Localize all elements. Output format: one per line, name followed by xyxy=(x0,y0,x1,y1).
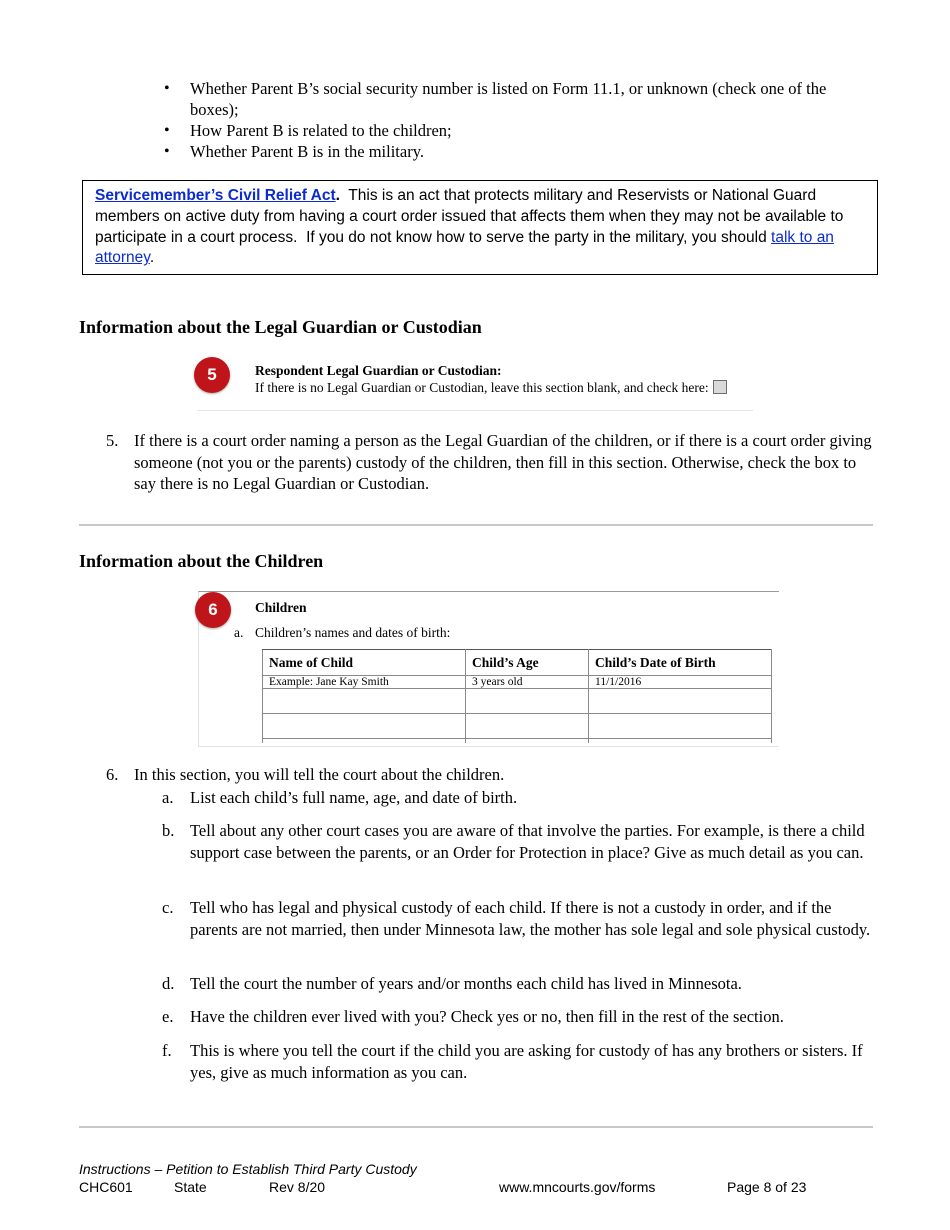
footer-form-code: CHC601 xyxy=(79,1179,133,1195)
table-row xyxy=(263,689,772,714)
subitem-f xyxy=(162,1040,875,1083)
table-row xyxy=(263,714,772,739)
table-cell[interactable] xyxy=(589,689,772,714)
callout-body: This is an act that protects military and Reservists or National Guard members on active duty from having a court order issued that affects them when they may not be available to participate in a court process. If you do not know how to serve the party in the military, you should xyxy=(95,187,848,246)
table-cell: Example: Jane Kay Smith xyxy=(263,676,466,689)
callout-title-period: . xyxy=(335,187,340,204)
subitem-text: Tell the court the number of years and/or months each child has lived in Minnesota. xyxy=(190,974,742,993)
subitem-letter: c. xyxy=(162,898,174,917)
column-header: Child’s Date of Birth xyxy=(589,650,772,676)
table-cell[interactable] xyxy=(466,689,589,714)
servicemember-callout xyxy=(82,180,878,275)
guardian-item xyxy=(106,430,874,495)
children-table xyxy=(262,649,772,743)
step-5-badge: 5 xyxy=(194,357,230,393)
footer-page-number: Page 8 of 23 xyxy=(727,1179,807,1195)
guardian-form-snippet xyxy=(197,354,753,411)
no-guardian-checkbox[interactable] xyxy=(713,380,727,394)
footer-website: www.mncourts.gov/forms xyxy=(499,1179,656,1195)
footer-state: State xyxy=(174,1179,207,1195)
table-header-row xyxy=(263,650,772,676)
subitem-e xyxy=(162,1006,875,1028)
column-header: Child’s Age xyxy=(466,650,589,676)
footer-title: Instructions – Petition to Establish Third Party Custody xyxy=(79,1161,417,1177)
column-header: Name of Child xyxy=(263,650,466,676)
children-item xyxy=(106,764,874,786)
table-cell[interactable] xyxy=(589,714,772,739)
talk-to-attorney-link[interactable]: talk to an attorney xyxy=(95,228,834,267)
children-form-sub: Children’s names and dates of birth: xyxy=(255,625,451,640)
parent-b-bullet-list xyxy=(190,78,870,162)
bullet-item: • Whether Parent B is in the military. xyxy=(190,141,870,162)
guardian-form-instruction: If there is no Legal Guardian or Custodian, leave this section blank, and check here: xyxy=(255,380,709,395)
table-cell: 11/1/2016 xyxy=(589,676,772,689)
subitem-text: Tell about any other court cases you are aware of that involve the parties. For example, is there a child support case between the parents, or an Order for Protection in place? Give as much detail as you can. xyxy=(190,821,865,862)
subitem-d xyxy=(162,973,875,995)
callout-end: . xyxy=(149,249,155,267)
guardian-section-heading: Information about the Legal Guardian or Custodian xyxy=(79,317,482,337)
subitem-text: This is where you tell the court if the child you are asking for custody of has any brothers or sisters. If yes, give as much information as you can. xyxy=(190,1041,863,1082)
table-cell xyxy=(589,739,772,744)
subitem-letter: f. xyxy=(162,1041,172,1060)
subitem-text: Tell who has legal and physical custody of each child. If there is not a custody in order, and if the parents are not married, then under Minnesota law, the mother has sole legal and sole physical custody. xyxy=(190,898,871,939)
bullet-item: • How Parent B is related to the children; xyxy=(190,120,870,141)
children-item-text: In this section, you will tell the court about the children. xyxy=(134,765,505,784)
table-cell: 3 years old xyxy=(466,676,589,689)
step-6-badge: 6 xyxy=(195,592,231,628)
children-form-title: Children xyxy=(255,600,307,615)
table-row xyxy=(263,676,772,689)
table-cell xyxy=(466,739,589,744)
table-cell[interactable] xyxy=(263,714,466,739)
subitem-letter: d. xyxy=(162,974,175,993)
table-cell xyxy=(263,739,466,744)
bullet-item: • Whether Parent B’s social security number is listed on Form 11.1, or unknown (check one of the boxes); xyxy=(190,78,870,120)
table-cell[interactable] xyxy=(263,689,466,714)
guardian-item-text: If there is a court order naming a person as the Legal Guardian of the children, or if there is a court order giving someone (not you or the parents) custody of the children, then fill in this section. Otherwise, check the box to say there is no Legal Guardian or Custodian. xyxy=(134,431,872,493)
children-form-snippet xyxy=(198,591,779,747)
item-number: 5. xyxy=(106,431,119,450)
subitem-letter: b. xyxy=(162,821,175,840)
children-form-sub-letter: a. xyxy=(234,625,244,640)
subitem-c xyxy=(162,897,875,940)
subitem-text: List each child’s full name, age, and date of birth. xyxy=(190,788,518,807)
subitem-letter: e. xyxy=(162,1007,174,1026)
guardian-form-line xyxy=(255,380,727,396)
subitem-letter: a. xyxy=(162,788,174,807)
subitem-text: Have the children ever lived with you? Check yes or no, then fill in the rest of the section. xyxy=(190,1007,784,1026)
footer-divider xyxy=(79,1126,873,1128)
section-divider xyxy=(79,524,873,526)
table-cell[interactable] xyxy=(466,714,589,739)
footer-revision: Rev 8/20 xyxy=(269,1179,326,1195)
guardian-form-title: Respondent Legal Guardian or Custodian: xyxy=(255,363,502,378)
item-number: 6. xyxy=(106,765,119,784)
servicemember-act-link[interactable]: Servicemember’s Civil Relief Act xyxy=(95,187,336,204)
subitem-a xyxy=(162,787,875,809)
children-section-heading: Information about the Children xyxy=(79,551,324,571)
subitem-b xyxy=(162,820,875,863)
table-row xyxy=(263,739,772,744)
